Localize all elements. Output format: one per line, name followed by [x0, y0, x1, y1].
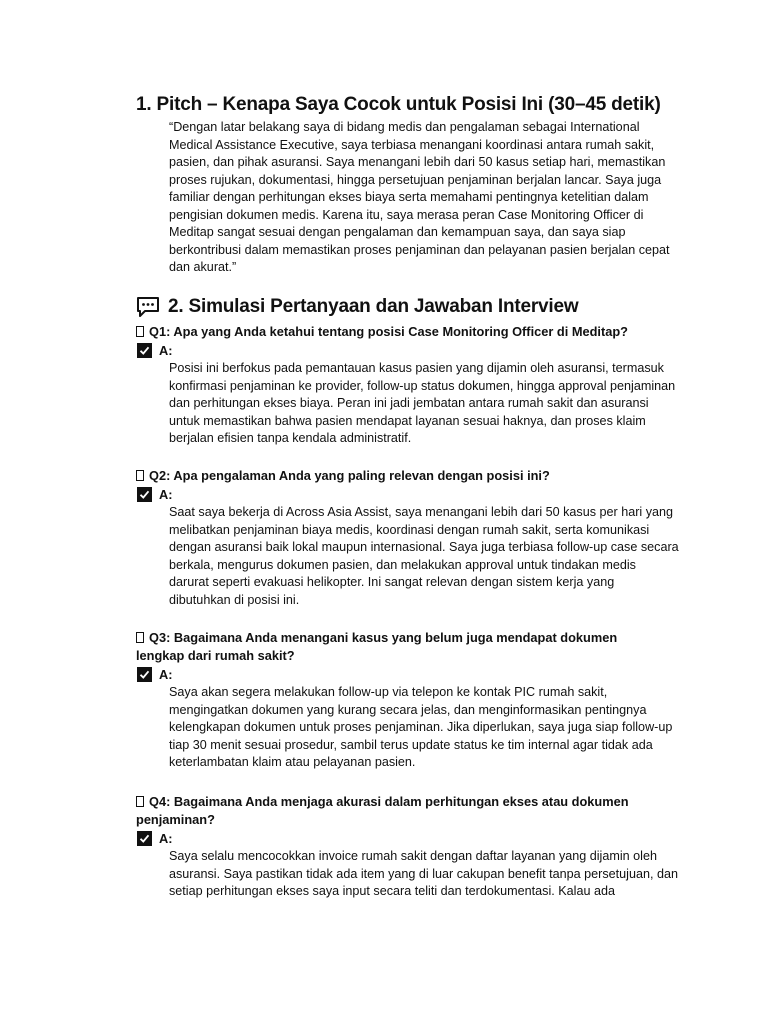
- question-text: Q4: Bagaimana Anda menjaga akurasi dalam perhitungan ekses atau dokumen penjaminan?: [136, 794, 629, 827]
- question-text: Q1: Apa yang Anda ketahui tentang posisi Case Monitoring Officer di Meditap?: [149, 324, 628, 339]
- question-text: Q3: Bagaimana Anda menangani kasus yang belum juga mendapat dokumen lengkap dari rumah sakit?: [136, 630, 618, 663]
- question-4: [136, 793, 656, 829]
- question-2: [136, 467, 656, 485]
- check-mark-icon: [137, 667, 152, 682]
- placeholder-box-icon: [136, 632, 144, 643]
- answer-label-1: [137, 343, 173, 358]
- answer-label-3: [137, 667, 173, 682]
- speech-bubble-icon: [136, 296, 160, 318]
- placeholder-box-icon: [136, 326, 144, 337]
- question-1: [136, 323, 656, 341]
- answer-4: Saya selalu mencocokkan invoice rumah sakit dengan daftar layanan yang dijamin oleh asuransi. Saya pastikan tidak ada item yang di luar cakupan benefit tanpa persetujuan, dan setiap perhitungan ekses saya input secara teliti dan terdokumentasi. Kalau ada: [169, 849, 678, 898]
- answer-label-text: A:: [159, 667, 173, 682]
- question-3: [136, 629, 656, 665]
- section-1-heading: 1. Pitch – Kenapa Saya Cocok untuk Posisi Ini (30–45 detik): [136, 94, 661, 115]
- answer-3: Saya akan segera melakukan follow-up via telepon ke kontak PIC rumah sakit, mengingatkan dokumen yang kurang secara jelas, dan menginformasikan pentingnya kelengkapan dokumen untuk proses penjaminan. Jika diperlukan, saya juga siap follow-up tiap 30 menit sesuai prosedur, sambil terus update status ke tim internal agar tidak ada keterlambatan klaim atau pelayanan pasien.: [169, 685, 673, 769]
- check-mark-icon: [137, 831, 152, 846]
- pitch-paragraph: “Dengan latar belakang saya di bidang medis dan pengalaman sebagai International Medical Assistance Executive, saya terbiasa menangani koordinasi antara rumah sakit, pasien, dan pihak asuransi. Saya menangani lebih dari 50 kasus setiap hari, memastikan proses rujukan, dokumentasi, hingga persetujuan penjaminan berjalan lancar. Saya juga familiar dengan perhitungan ekses biaya serta memahami pentingnya ketelitian dalam pengisian dokumen medis. Karena itu, saya merasa peran Case Monitoring Officer di Meditap sangat sesuai dengan pengalaman dan kemampuan saya, dan saya siap berkontribusi dalam memastikan proses penjaminan dan pelayanan pasien berjalan cepat dan akurat.”: [169, 120, 670, 274]
- answer-label-text: A:: [159, 831, 173, 846]
- question-text: Q2: Apa pengalaman Anda yang paling relevan dengan posisi ini?: [149, 468, 550, 483]
- placeholder-box-icon: [136, 796, 144, 807]
- section-2-heading: [136, 296, 578, 318]
- placeholder-box-icon: [136, 470, 144, 481]
- check-mark-icon: [137, 487, 152, 502]
- section-2-title: 2. Simulasi Pertanyaan dan Jawaban Interview: [168, 296, 579, 317]
- answer-1: Posisi ini berfokus pada pemantauan kasus pasien yang dijamin oleh asuransi, termasuk konfirmasi penjaminan ke provider, follow-up status dokumen, hingga approval penjaminan dan perhitungan ekses biaya. Peran ini jadi jembatan antara rumah sakit dan asuransi untuk memastikan bahwa pasien mendapat layanan sesuai haknya, dan proses klaim berjalan efisien tanpa kendala administratif.: [169, 361, 676, 445]
- answer-label-text: A:: [159, 487, 173, 502]
- answer-2: Saat saya bekerja di Across Asia Assist, saya menangani lebih dari 50 kasus per hari yang melibatkan penjaminan biaya medis, koordinasi dengan rumah sakit, serta komunikasi dengan asuransi baik lokal maupun internasional. Saya juga terbiasa follow-up case secara berkala, mengurus dokumen pasien, dan melakukan approval untuk tindakan medis darurat seperti evakuasi helikopter. Ini sangat relevan dengan sistem kerja yang dibutuhkan di posisi ini.: [169, 505, 679, 607]
- check-mark-icon: [137, 343, 152, 358]
- answer-label-2: [137, 487, 173, 502]
- answer-label-text: A:: [159, 343, 173, 358]
- answer-label-4: [137, 831, 173, 846]
